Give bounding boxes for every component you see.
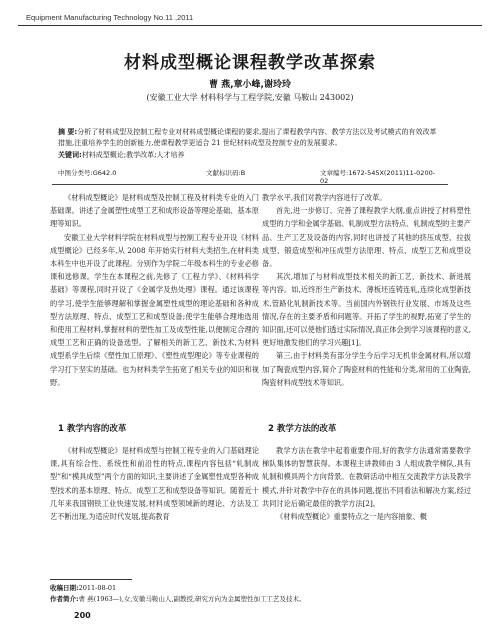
author-bio-text: 曹 燕(1963—),女,安徽马鞍山人,副教授,研究方向为金属塑性加工工艺及技术。 xyxy=(78,595,306,603)
running-header xyxy=(18,10,482,26)
abstract-text: 分析了材料成型及控制工程专业对材料成型概论课程的要求,提出了课程教学内容、教学方法以及考试模式的有效改革措施,注重培养学生的创新能力,使课程教学更适合 21 世纪材料成型及控制专业的发展要求。 xyxy=(58,128,437,147)
body-paragraph: 首先,进一步修订、完善了课程教学大纲,重点讲授了材料塑性成型的力学和金属学基础、轧制成型方法特点、轧制成型的主要产品、生产工艺及设备的内容,同时也讲授了其他的挤压成型、拉拔成型、锻造成型和冲压成型方法原理、特点、成型工艺和成型设备。 xyxy=(262,206,471,269)
header-divider xyxy=(52,184,448,185)
page-number: 200 xyxy=(74,611,91,620)
abstract-label: 摘 要: xyxy=(58,128,78,136)
keywords-label: 关键词: xyxy=(58,151,82,159)
author-bio-label: 作者简介: xyxy=(50,595,79,603)
received-date xyxy=(50,583,470,593)
body-paragraph: 安徽工业大学材料学院在材料成型与控制工程专业开设《材料成型概论》已经多年,从 2008 年开始实行材料大类招生,在材料类本科生中也开设了此课程。分别作为学院二年级本科生的专业必修课和选修课。学生在本课程之前,先修了《工程力学》、《材料科学基础》等课程,同时开设了《金属学及热处理》课程。通过该课程的学习,使学生能够理解和掌握金属塑性成型的理论基础和各种成型方法原理、特点、成型工艺和成型设备;使学生能够合理地选用和使用工程材料,掌握材料的塑性加工及成型性能,以便制定合理的成型工艺和正确的设备选型。了解相关的新工艺、新技术,为材料成型系学生后续《塑性加工原理》、《塑性成型理论》等专业课程的学习打下坚实的基础。也为材料类学生拓宽了相关专业的知识和视野。 xyxy=(50,232,259,387)
body-paragraph: 其次,增加了与材料成型技术相关的新工艺、新技术、新进展等内容。如,近终形生产新技术、薄板坯连铸连轧,连续化成型新技术,管路化轧制新技术等。当前国内外钢铁行业发展、市场及这些情况,存在的主要矛盾和问题等。开拓了学生的视野,拓宽了学生的知识面,还可以使他们透过实际情况,真正体会到学习该课程的意义,更好地激发他们的学习兴趣[1]。 xyxy=(262,272,471,348)
author-list: 曹 燕,章小峰,谢玲玲 xyxy=(209,80,291,90)
clc-number: 中图分类号:G642.0 xyxy=(58,169,117,177)
left-column-bottom xyxy=(50,444,259,523)
section-heading-1: 1 教学内容的改革 xyxy=(58,424,127,434)
left-column-top xyxy=(50,191,259,389)
journal-name: Equipment Manufacturing Technology No.11 ,2011 xyxy=(26,13,194,22)
body-paragraph: 第三,由于材料类有部分学生今后学习无机非金属材料,所以增加了陶瓷成型内容,简介了陶瓷材料的性能和分类,常用的工业陶瓷,陶瓷材料成型技术等知识。 xyxy=(262,351,471,387)
keywords-text: 材料成型概论;教学改革;人才培养 xyxy=(81,151,185,159)
body-paragraph: 《材料成型概论》是材料成型及控制工程及材料类专业的入门基础课。讲述了金属塑性成型工艺和成形设备等理论基础、基本原理等知识。 xyxy=(50,193,259,229)
right-column-top xyxy=(262,191,471,389)
right-column-bottom xyxy=(262,444,471,523)
body-paragraph: 教学水平,我们对教学内容进行了改革。 xyxy=(262,193,387,202)
body-paragraph: 《材料成型概论》重要特点之一是内容抽象、概 xyxy=(276,512,427,522)
document-code: 文献标识码:B xyxy=(206,169,246,177)
author-bio xyxy=(50,594,470,604)
body-paragraph: 《材料成型概论》是材料成型与控制工程专业的入门基础理论课,具有综合性、系统性和前沿性的特点,课程内容包括“轧制成型”和“模具成型”两个方面的知识,主要讲述了金属塑性成型各种成型技术的基本原理、特点、成型工艺和成型设备等知识。随着近十几年来我国钢铁工业快速发展,材料成型领域新的理论、方法及工艺不断出现,为适应时代发展,提高教育 xyxy=(50,446,259,522)
keywords xyxy=(58,150,442,160)
classification-info xyxy=(58,168,442,185)
footnote-divider xyxy=(50,579,132,580)
received-value: 2011-08-01 xyxy=(78,584,117,592)
article-number: 文章编号:1672-545X(2011)11-0200-02 xyxy=(320,169,436,185)
body-paragraph: 教学方法在教学中起着重要作用,好的教学方法通常需要教学梯队集体的智慧获得。本课程主讲教师由 3 人组成教学梯队,具有轧制和模具两个方向背景。在教研活动中相互交流教学方法及教学模式,并针对教学中存在的具体问题,提出不同看法和解决方案,经过共同讨论后确定最佳的教学方法[2]。 xyxy=(262,446,471,508)
author-affiliation: (安徽工业大学 材料科学与工程学院,安徽 马鞍山 243002) xyxy=(146,93,354,102)
article-title: 材料成型概论课程教学改革探索 xyxy=(124,53,376,73)
section-heading-2: 2 教学方法的改革 xyxy=(268,424,337,434)
abstract xyxy=(58,127,442,149)
received-label: 收稿日期: xyxy=(50,584,79,592)
